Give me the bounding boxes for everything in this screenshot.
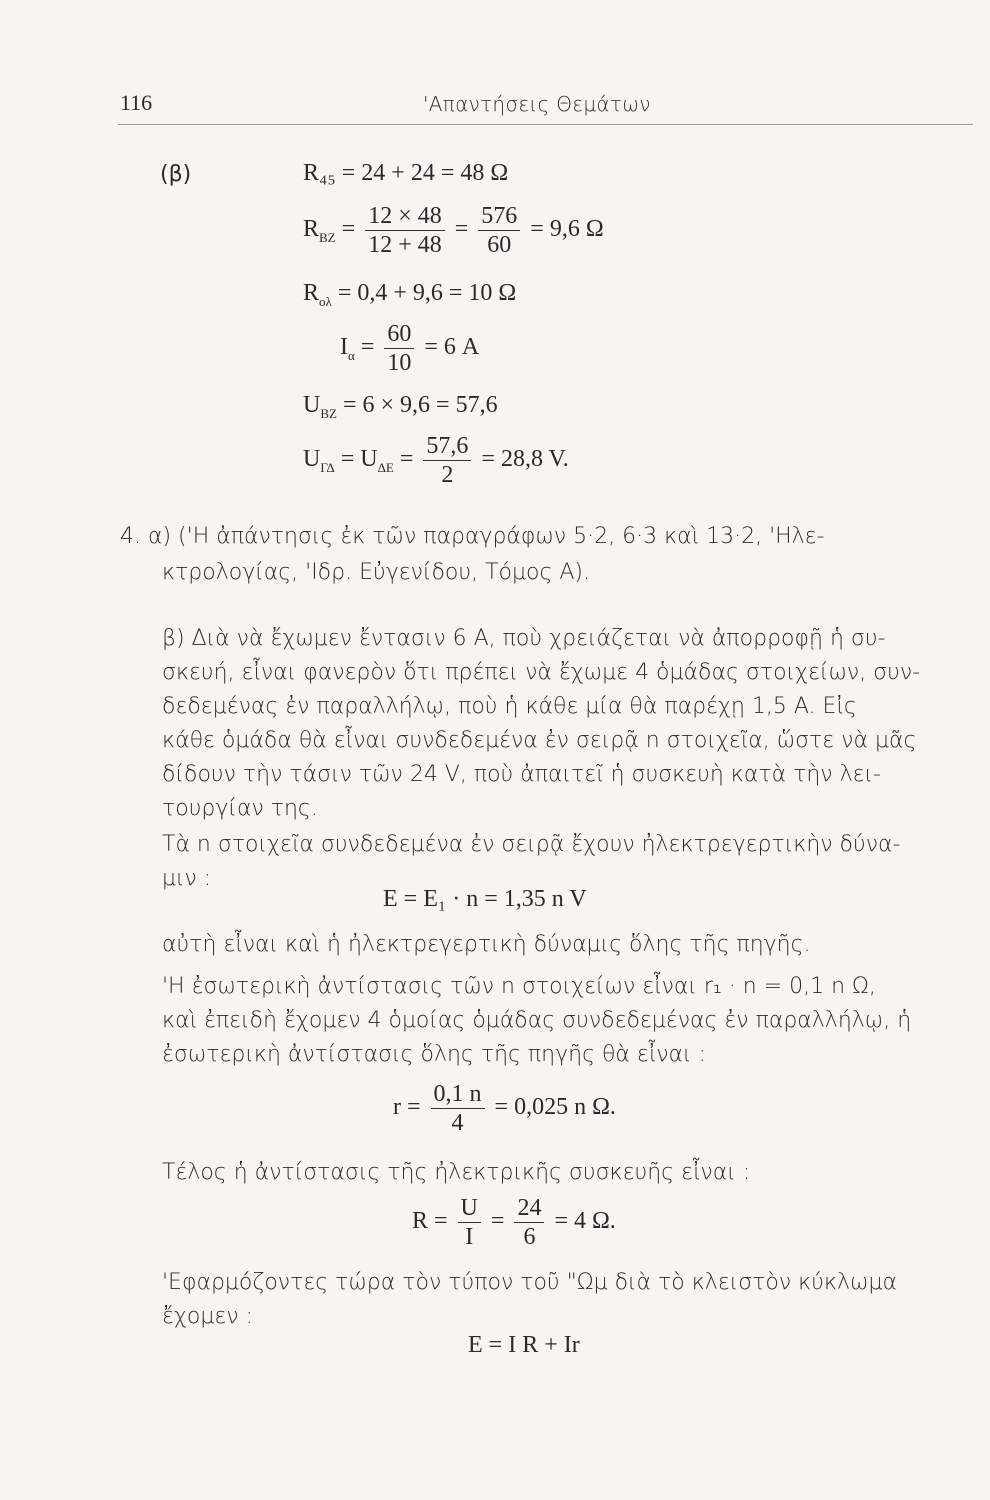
equation-r45: R₄₅ = 24 + 24 = 48 Ω <box>303 160 509 186</box>
ia-subscript: α <box>348 347 355 363</box>
fraction-denominator: I <box>465 1224 474 1250</box>
q4b-para1-line-5: δίδουν τὴν τάσιν τῶν 24 V, ποὺ ἀπαιτεῖ ἡ συσκευὴ κατὰ τὴν λει- <box>162 762 881 787</box>
rol-subscript: ολ <box>319 293 332 309</box>
q4b-para4-line-3: ἐσωτερικὴ ἀντίστασις ὅλης τῆς πηγῆς θὰ εἶναι : <box>162 1042 706 1067</box>
q4b-para3: αὐτὴ εἶναι καὶ ἡ ἠλεκτρεγερτικὴ δύναμις ὅλης τῆς πηγῆς. <box>162 932 811 957</box>
page-number: 116 <box>120 90 153 115</box>
ubz-rhs: = 6 × 9,6 = 57,6 <box>342 392 498 418</box>
q4b-para6-line-1: 'Εφαρμόζοντες τώρα τὸν τύπον τοῦ "Ωμ διὰ τὸ κλειστὸν κύκλωμα <box>162 1270 897 1295</box>
fraction-denominator: 10 <box>387 350 412 376</box>
rol-rhs: = 0,4 + 9,6 = 10 Ω <box>337 280 517 306</box>
fraction <box>384 320 414 377</box>
running-title: 'Απαντήσεις Θεμάτων <box>423 92 651 116</box>
fraction-numerator: U <box>458 1194 481 1223</box>
fraction <box>423 432 471 489</box>
ugd-symbol: U <box>303 446 321 473</box>
rbz-symbol: R <box>303 216 320 243</box>
fraction <box>365 202 445 259</box>
rol-symbol: R <box>303 280 320 306</box>
fraction-denominator: 4 <box>451 1110 464 1136</box>
equation-ubz <box>303 392 498 422</box>
q4b-para1-line-4: κάθε ὁμάδα θὰ εἶναι συνδεδεμένα ἐν σειρᾷ n στοιχεῖα, ὥστε νὰ μᾶς <box>162 728 917 753</box>
header-rule <box>118 124 973 125</box>
equation-ohm-closed-circuit: E = I R + Ir <box>468 1332 580 1358</box>
section-b-label: (β) <box>160 162 192 187</box>
equation-emf: E = E₁ · n = 1,35 n V <box>383 886 587 912</box>
fraction <box>431 1080 485 1137</box>
R-result: = 4 Ω. <box>554 1208 616 1235</box>
fraction-denominator: 12 + 48 <box>368 232 442 258</box>
ude-symbol: = U <box>340 446 378 473</box>
fraction-denominator: 2 <box>441 462 454 488</box>
ubz-symbol: U <box>303 392 321 418</box>
q4a-line-2: κτρολογίας, 'Ιδρ. Εὐγενίδου, Τόμος Α). <box>162 560 590 585</box>
fraction <box>458 1194 481 1251</box>
ubz-subscript: BZ <box>320 405 337 421</box>
q4b-para1-line-2: σκευή, εἶναι φανερὸν ὅτι πρέπει νὰ ἔχωμε 4 ὁμάδας στοιχείων, συν- <box>162 660 921 685</box>
rbz-subscript: BZ <box>319 229 336 245</box>
q4b-para2-line-1: Τὰ n στοιχεῖα συνδεδεμένα ἐν σειρᾷ ἔχουν ἠλεκτρεγερτικὴν δύνα- <box>162 832 901 857</box>
q4b-para5: Τέλος ἡ ἀντίστασις τῆς ἠλεκτρικῆς συσκευῆς εἶναι : <box>162 1160 751 1185</box>
q4a-line-1: 4. α) ('Η ἀπάντησις ἐκ τῶν παραγράφων 5·2, 6·3 καὶ 13·2, 'Ηλε- <box>120 524 825 549</box>
fraction-numerator: 12 × 48 <box>365 202 445 231</box>
fraction-denominator: 60 <box>487 232 512 258</box>
R-lhs: R = <box>412 1208 448 1235</box>
equation-internal-r <box>393 1080 616 1137</box>
q4b-para1-line-6: τουργίαν της. <box>162 796 318 821</box>
ia-symbol: I <box>340 334 348 361</box>
fraction <box>478 202 520 259</box>
equation-ugd: $U_{\Gamma\Delta} = U_{\Delta E}$ = $\frac{57,6}{2}$ = 28,8 V. <box>303 433 569 488</box>
equation-ia: $I_\alpha$ = $\frac{60}{10}$ = 6 A <box>340 321 480 376</box>
fraction-numerator: 60 <box>384 320 414 349</box>
fraction-denominator: 6 <box>523 1224 536 1250</box>
q4b-para1-line-1: β) Διὰ νὰ ἔχωμεν ἔντασιν 6 A, ποὺ χρειάζεται νὰ ἀπορροφῇ ἡ συ- <box>162 626 886 651</box>
r-lhs: r = <box>393 1094 421 1121</box>
ugd-result: = 28,8 V. <box>481 446 569 473</box>
ude-subscript: ΔE <box>377 459 394 475</box>
rbz-result: = 9,6 Ω <box>530 216 604 243</box>
fraction-numerator: 24 <box>514 1194 544 1223</box>
ugd-subscript: ΓΔ <box>320 459 335 475</box>
q4b-para4-line-1: 'Η ἐσωτερικὴ ἀντίστασις τῶν n στοιχείων εἶναι r₁ · n = 0,1 n Ω, <box>162 974 876 999</box>
q4b-para1-line-3: δεδεμένας ἐν παραλλήλῳ, ποὺ ἡ κάθε μία θὰ παρέχῃ 1,5 A. Εἰς <box>162 694 857 719</box>
ia-result: = 6 A <box>424 334 480 361</box>
fraction-numerator: 0,1 n <box>431 1080 485 1109</box>
fraction-numerator: 576 <box>478 202 520 231</box>
equation-rol <box>303 280 516 310</box>
equation-device-r: R = $\frac{U}{I}$ = $\frac{24}{6}$ = 4 Ω. <box>412 1195 616 1250</box>
q4b-para2-line-2: μιν : <box>162 866 212 891</box>
r-result: = 0,025 n Ω. <box>494 1094 616 1121</box>
q4b-para6-line-2: ἔχομεν : <box>162 1304 253 1329</box>
fraction-numerator: 57,6 <box>423 432 471 461</box>
fraction <box>514 1194 544 1251</box>
equation-rbz: $R_{BZ}$ = $\frac{12 \times 48}{12 + 48}$ = $\frac{576}{60}$ = 9,6 Ω <box>303 203 604 258</box>
q4b-para4-line-2: καὶ ἐπειδὴ ἔχομεν 4 ὁμοίας ὁμάδας συνδεδεμένας ἐν παραλλήλῳ, ἡ <box>162 1008 912 1033</box>
